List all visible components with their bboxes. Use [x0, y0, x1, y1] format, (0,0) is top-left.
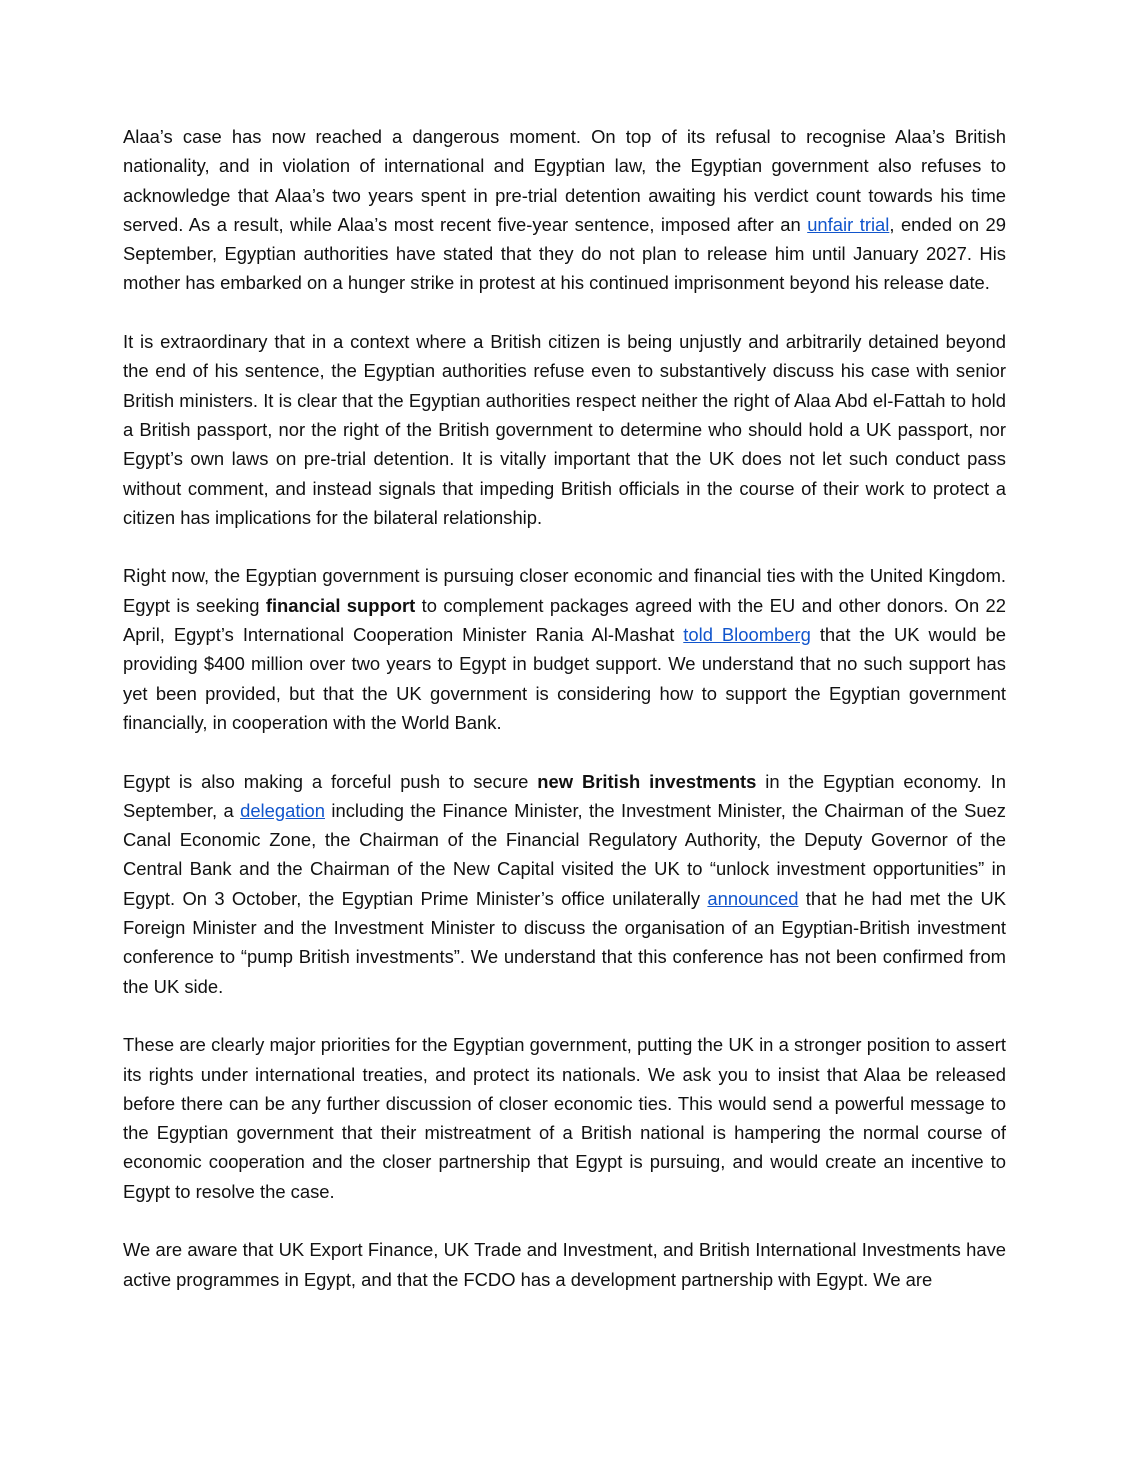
- paragraph-investments: [123, 767, 1006, 1001]
- letter-body: [123, 122, 1006, 1294]
- announced-link[interactable]: announced: [707, 887, 799, 909]
- text-segment: Alaa’s case has now reached a dangerous moment. On top of its refusal to recognise Alaa’s British nationality, and in violation of international and Egyptian law, the Egyptian government also refuses to acknowledge that Alaa’s two years spent in pre-trial detention awaiting his verdict count towards his time served. As a result, while Alaa’s most recent five-year sentence, imposed after an: [123, 126, 1006, 235]
- text-segment: to complement packages agreed with the EU and other donors. On 22 April, Egypt’s International Cooperation Minister Rania Al-Mashat: [123, 594, 1007, 646]
- text-segment: Right now, the Egyptian government is pursuing closer economic and financial ties with the United Kingdom. Egypt is seeking: [123, 565, 1006, 616]
- text-segment: It is extraordinary that in a context where a British citizen is being unjustly and arbitrarily detained beyond the end of his sentence, the Egyptian authorities refuse even to substantively discuss his case with senior British ministers. It is clear that the Egyptian authorities respect neither the right of Alaa Abd el-Fattah to hold a British passport, nor the right of the British government to determine who should hold a UK passport, nor Egypt’s own laws on pre-trial detention. It is vitally important that the UK does not let such conduct pass without comment, and instead signals that impeding British officials in the course of their work to protect a citizen has implications for the bilateral relationship.: [123, 331, 1006, 528]
- text-segment: that the UK would be providing $400 million over two years to Egypt in budget support. We understand that no such support has yet been provided, but that the UK government is considering how to support the Egyptian government financially, in cooperation with the World Bank.: [123, 624, 1006, 733]
- unfair-trial-link[interactable]: unfair trial: [807, 213, 890, 235]
- paragraph-programmes: [123, 1235, 1006, 1294]
- text-segment: including the Finance Minister, the Investment Minister, the Chairman of the Suez Canal Economic Zone, the Chairman of the Financial Regulatory Authority, the Deputy Governor of the Central Bank and the Chairman of the New Capital visited the UK to “unlock investment opportunities” in Egypt. On 3 October, the Egyptian Prime Minister’s office unilaterally: [123, 799, 1006, 909]
- delegation-link[interactable]: delegation: [240, 799, 325, 821]
- paragraph-extraordinary: [123, 327, 1006, 532]
- financial-support-emphasis: financial support: [265, 594, 416, 616]
- text-segment: , ended on 29 September, Egyptian authorities have stated that they do not plan to release him until January 2027. His mother has embarked on a hunger strike in protest at his continued imprisonment beyond his release date.: [123, 213, 1007, 294]
- new-british-investments-emphasis: new British investments: [537, 770, 757, 792]
- paragraph-alaa-case: [123, 122, 1006, 298]
- told-bloomberg-link[interactable]: told Bloomberg: [683, 624, 811, 646]
- text-segment: These are clearly major priorities for the Egyptian government, putting the UK in a stronger position to assert its rights under international treaties, and protect its nationals. We ask you to insist that Alaa be released before there can be any further discussion of closer economic ties. This would send a powerful message to the Egyptian government that their mistreatment of a British national is hampering the normal course of economic cooperation and the closer partnership that Egypt is pursuing, and would create an incentive to Egypt to resolve the case.: [123, 1034, 1006, 1202]
- text-segment: in the Egyptian economy. In September, a: [123, 770, 1007, 821]
- paragraph-priorities: [123, 1030, 1006, 1206]
- paragraph-financial-ties: [123, 561, 1006, 737]
- text-segment: We are aware that UK Export Finance, UK Trade and Investment, and British International Investments have active programmes in Egypt, and that the FCDO has a development partnership with Egypt. We are: [123, 1239, 1006, 1290]
- text-segment: that he had met the UK Foreign Minister and the Investment Minister to discuss the organisation of an Egyptian-British investment conference to “pump British investments”. We understand that this conference has not been confirmed from the UK side.: [123, 887, 1006, 997]
- text-segment: Egypt is also making a forceful push to secure: [123, 770, 538, 792]
